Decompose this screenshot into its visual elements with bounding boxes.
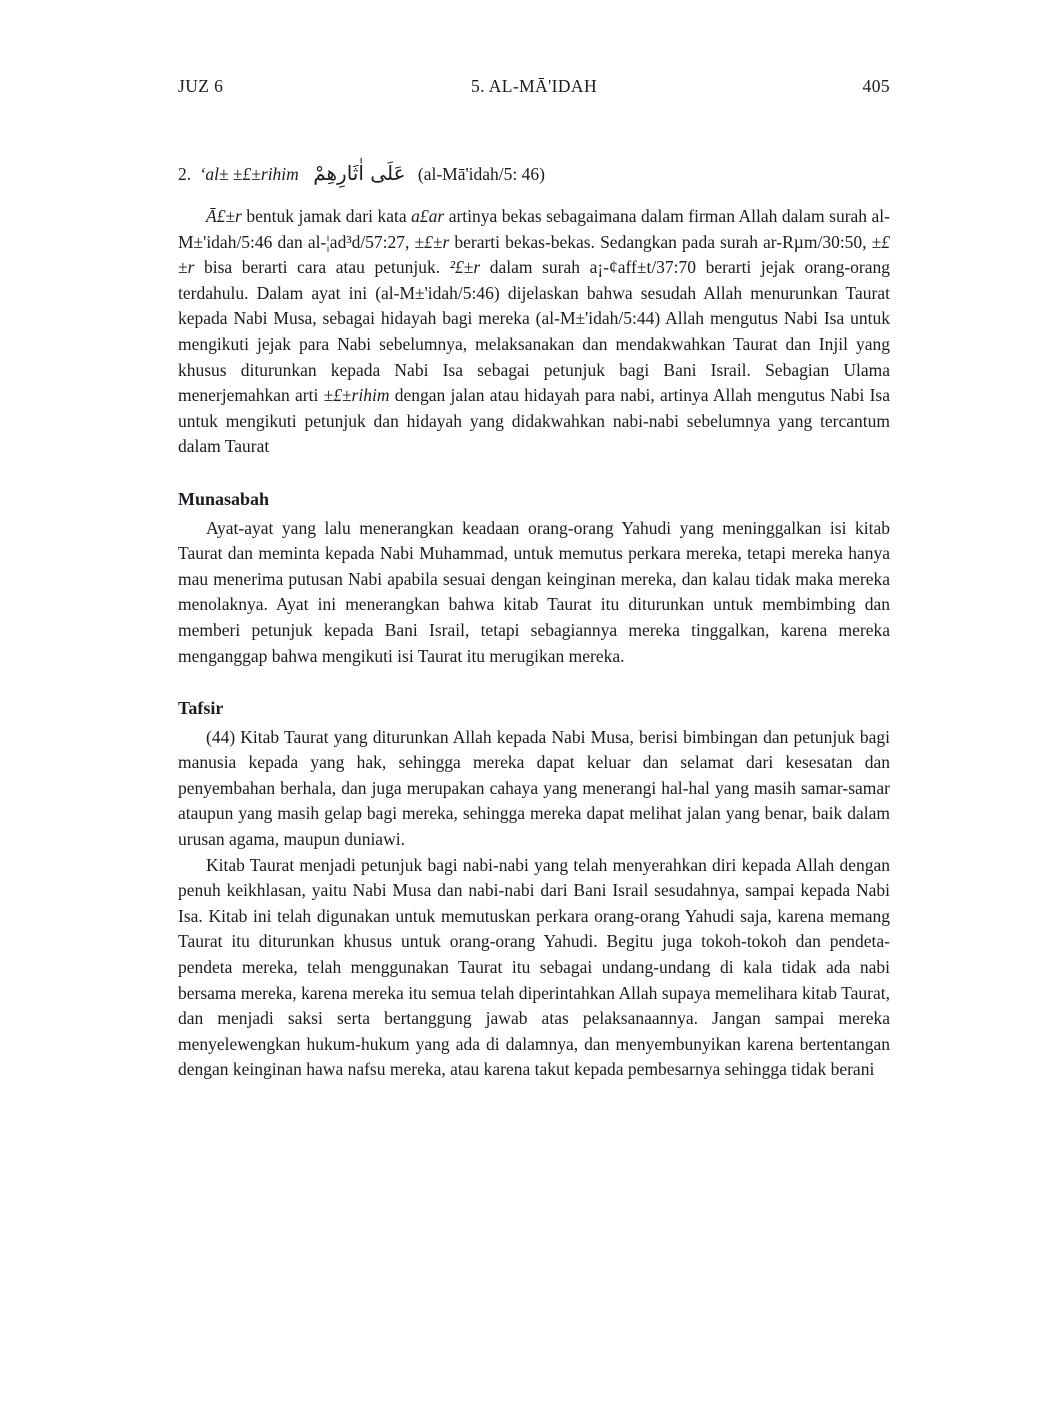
paragraph-athar-explanation: Ā£±r bentuk jamak dari kata a£ar artinya bekas sebagaimana dalam firman Allah dalam surah al-M±'idah/5:46 dan al-¦ad³d/57:27, ±£±r berarti bekas-bekas. Sedangkan pada surah ar-Rµm/30:50, ±£±r bisa berarti cara atau petunjuk. ²£±r dalam surah a¡-¢aff±t/37:70 berarti jejak orang-orang terdahulu. Dalam ayat ini (al-M±'idah/5:46) dijelaskan bahwa sesudah Allah menurunkan Taurat kepada Nabi Musa, sebagai hidayah bagi mereka (al-M±'idah/5:44) Allah mengutus Nabi Isa untuk mengikuti jejak para Nabi sebelumnya, melaksanakan dan mendakwahkan Taurat dan Injil yang khusus diturunkan kepada Nabi Isa sebagai petunjuk bagi Bani Israil. Sebagian Ulama menerjemahkan arti ±£±rihim dengan jalan atau hidayah para nabi, artinya Allah mengutus Nabi Isa untuk mengikuti petunjuk dan hidayah yang didakwahkan nabi-nabi sebelumnya yang tercantum dalam Taurat — [178, 206, 891, 457]
heading-tafsir: Tafsir — [178, 698, 224, 719]
page-body — [178, 156, 890, 1083]
entry-number: 2. — [178, 164, 192, 184]
paragraph-tafsir-1: (44) Kitab Taurat yang diturunkan Allah kepada Nabi Musa, berisi bimbingan dan petunjuk bagi manusia kepada yang hak, sehingga mereka dapat keluar dan selamat dari kesesatan dan penyembahan berhala, dan juga merupakan cahaya yang menerangi hal-hal yang masih samar-samar ataupun yang masih gelap bagi mereka, sehingga mereka dapat melihat jalan yang benar, baik dalam urusan agama, maupun duniawi. — [178, 726, 890, 850]
page-number: 405 — [862, 76, 890, 96]
heading-munasabah: Munasabah — [178, 488, 270, 509]
entry-line — [178, 156, 890, 191]
entry-arabic-text: عَلَى اٰثَارِهِمْ — [313, 161, 406, 185]
page-header — [178, 76, 890, 97]
entry-reference: (al-Mā'idah/5: 46) — [417, 164, 545, 184]
paragraph-tafsir-2: Kitab Taurat menjadi petunjuk bagi nabi-nabi yang telah menyerahkan diri kepada Allah dengan penuh keikhlasan, yaitu Nabi Musa dan nabi-nabi dari Bani Israil sesudahnya, sampai kepada Nabi Isa. Kitab ini telah digunakan untuk memutuskan perkara orang-orang Yahudi saja, karena memang Taurat itu diturunkan khusus untuk orang-orang Yahudi. Begitu juga tokoh-tokoh dan pendeta-pendeta mereka, telah menggunakan Taurat itu sebagai undang-undang di kala tidak ada nabi bersama mereka, karena mereka itu semua telah diperintahkan Allah supaya memelihara kitab Taurat, dan menjadi saksi serta bertanggung jawab atas pelaksanaannya. Jangan sampai mereka menyelewengkan hukum-hukum yang ada di dalamnya, dan menyembunyikan karena bertentangan dengan keinginan hawa nafsu mereka, atau karena takut kepada pembesarnya sehingga tidak berani — [178, 854, 890, 1080]
surah-title: 5. AL-MĀ'IDAH — [471, 76, 597, 96]
entry-transliteration: ‘al± ±£±rihim — [199, 164, 299, 184]
juz-label: JUZ 6 — [178, 76, 224, 96]
paragraph-munasabah: Ayat-ayat yang lalu menerangkan keadaan orang-orang Yahudi yang meninggalkan isi kitab Taurat dan meminta kepada Nabi Muhammad, untuk memutus perkara mereka, tetapi mereka hanya mau menerima putusan Nabi apabila sesuai dengan keinginan mereka, dan kalau tidak maka mereka menolaknya. Ayat ini menerangkan bahwa kitab Taurat itu diturunkan untuk membimbing dan memberi petunjuk kepada Bani Israil, tetapi sebagiannya mereka tinggalkan, karena mereka menganggap bahwa mengikuti isi Taurat itu merugikan mereka. — [178, 517, 890, 666]
